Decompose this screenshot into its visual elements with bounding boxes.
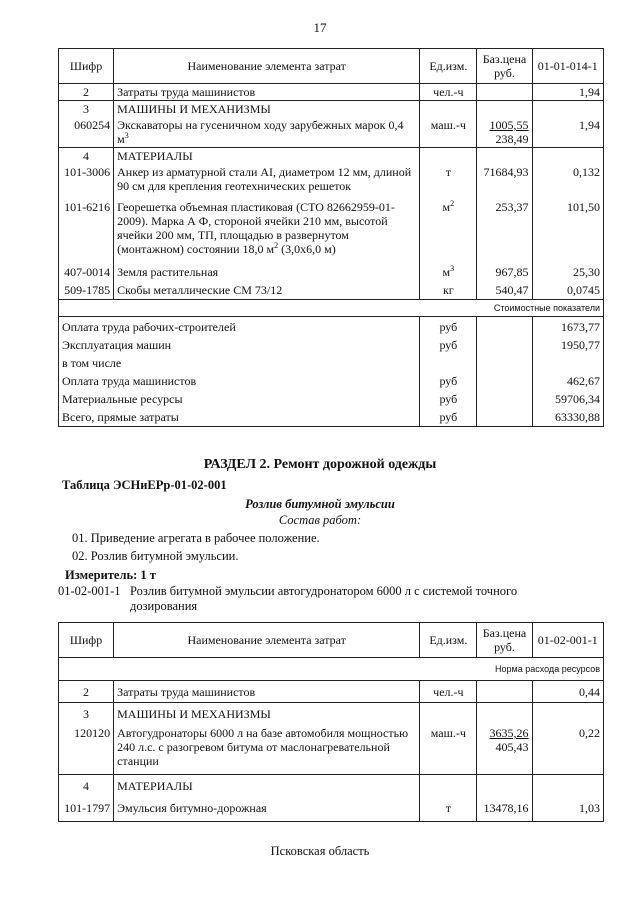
- header-name: Наименование элемента затрат: [114, 623, 420, 658]
- work-title: Розлив битумной эмульсии: [245, 497, 395, 511]
- table-header: [59, 623, 604, 658]
- table-row: 101-6216 Георешетка объемная пластиковая (СТО 82662959-01-2009). Марка А Ф, стороной ячейки 210 мм, высотой ячейки 200 мм, ТП, площадью в развернутом (монтажном) состоянии 18,0 $м^2$ (3,0х6,0 м) $м^2$ 253,37 101,50: [59, 194, 604, 262]
- table-row: 101-1797 Эмульсия битумно-дорожная т 13478,16 1,03: [59, 797, 604, 822]
- table-title: Таблица ЭСНиЕРр-01-02-001: [62, 478, 227, 492]
- summary-row: Оплата труда машинистов руб 462,67: [59, 371, 604, 389]
- header-norm: 01-02-001-1: [532, 623, 603, 658]
- table-row: 2 Затраты труда машинистов чел.-ч 0,44: [59, 681, 604, 703]
- table-row: 509-1785 Скобы металлические СМ 73/12 кг 540,47 0,0745: [59, 280, 604, 300]
- variant-code: 01-02-001-1: [58, 584, 121, 598]
- table-row: 3 МАШИНЫ И МЕХАНИЗМЫ: [59, 101, 604, 118]
- table-row: 3 МАШИНЫ И МЕХАНИЗМЫ: [59, 703, 604, 723]
- variant-description: Розлив битумной эмульсии автогудронатором 6000 л с системой точного дозирования: [130, 584, 518, 613]
- summary-row: Оплата труда рабочих-строителей руб 1673,77: [59, 317, 604, 336]
- summary-row: Эксплуатация машин руб 1950,77: [59, 335, 604, 353]
- header-price: Баз.цена руб.: [477, 49, 532, 84]
- table-row: 4 МАТЕРИАЛЫ: [59, 775, 604, 798]
- summary-row: Материальные ресурсы руб 59706,34: [59, 389, 604, 407]
- resource-table-2: [58, 622, 604, 822]
- header-unit: Ед.изм.: [420, 623, 477, 658]
- table-row: 4 МАТЕРИАЛЫ: [59, 148, 604, 165]
- table-row: 407-0014 Земля растительная $м^3$ 967,85 25,30: [59, 262, 604, 280]
- header-code: Шифр: [59, 49, 114, 84]
- norm-header-row: Норма расхода ресурсов: [59, 658, 604, 681]
- table-row: 2 Затраты труда машинистов чел.-ч 1,94: [59, 84, 604, 101]
- table-row: 060254 Экскаваторы на гусеничном ходу зарубежных марок 0,4 $м^3$ маш.-ч 1005,55 238,49 1,94: [59, 117, 604, 148]
- section-title: РАЗДЕЛ 2. Ремонт дорожной одежды: [203, 457, 437, 472]
- header-unit: Ед.изм.: [420, 49, 477, 84]
- header-price: Баз.цена руб.: [477, 623, 532, 658]
- summary-row: в том числе: [59, 353, 604, 371]
- header-code: Шифр: [59, 623, 114, 658]
- measure-unit: Измеритель: 1 т: [65, 568, 156, 582]
- cost-header-row: Стоимостные показатели: [59, 300, 604, 317]
- table-row: 120120 Автогудронаторы 6000 л на базе автомобиля мощностью 240 л.с. с разогревом битума от маслонагревательной станции маш.-ч 3635,26 405,43 0,22: [59, 722, 604, 775]
- table-row: 101-3006 Анкер из арматурной стали AI, диаметром 12 мм, длиной 90 см для крепления геотехнических решеток т 71684,93 0,132: [59, 164, 604, 194]
- work-step: 01. Приведение агрегата в рабочее положение.: [72, 531, 320, 545]
- header-name: Наименование элемента затрат: [114, 49, 420, 84]
- resource-table-1: [58, 48, 604, 427]
- work-step: 02. Розлив битумной эмульсии.: [72, 549, 239, 563]
- table-header: [59, 49, 604, 84]
- page-number: 17: [313, 20, 327, 35]
- header-norm: 01-01-014-1: [532, 49, 603, 84]
- summary-row: Всего, прямые затраты руб 63330,88: [59, 407, 604, 427]
- composition-title: Состав работ:: [278, 513, 362, 527]
- page-footer: Псковская область: [270, 844, 370, 858]
